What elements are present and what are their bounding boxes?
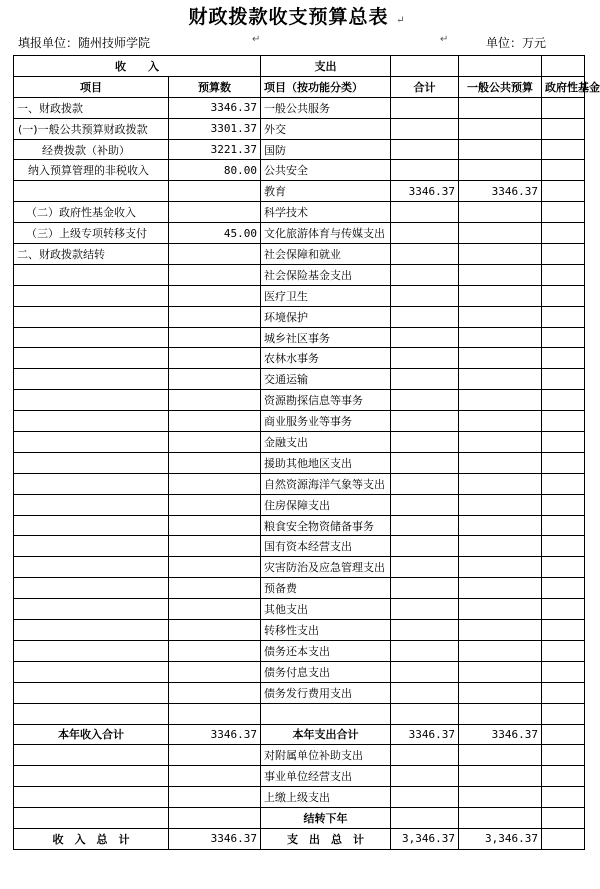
table-row	[14, 452, 585, 473]
expense-total	[391, 452, 459, 473]
expense-item: 债务付息支出	[261, 661, 391, 682]
header-blank	[391, 56, 459, 77]
income-budget	[169, 536, 261, 557]
expense-gov-fund	[542, 661, 585, 682]
expense-total: 3346.37	[391, 724, 459, 745]
expense-gov-fund	[542, 390, 585, 411]
expense-item	[261, 703, 391, 724]
income-budget	[169, 578, 261, 599]
expense-total	[391, 703, 459, 724]
expense-total: 3346.37	[391, 181, 459, 202]
expense-general-budget	[459, 202, 542, 223]
table-row	[14, 515, 585, 536]
income-budget	[169, 306, 261, 327]
table-row	[14, 682, 585, 703]
expense-gov-fund	[542, 536, 585, 557]
expense-item: 农林水事务	[261, 348, 391, 369]
expense-general-budget	[459, 432, 542, 453]
expense-gov-fund	[542, 411, 585, 432]
income-budget: 3221.37	[169, 139, 261, 160]
expense-general-budget	[459, 808, 542, 829]
table-row	[14, 118, 585, 139]
header-row-1	[14, 56, 585, 77]
expense-gov-fund	[542, 181, 585, 202]
expense-item: 对附属单位补助支出	[261, 745, 391, 766]
table-row	[14, 661, 585, 682]
income-item	[14, 390, 169, 411]
col-general-budget: 一般公共预算	[459, 76, 542, 97]
page-title: 财政拨款收支预算总表 ↵	[188, 6, 406, 28]
income-budget: 3346.37	[169, 828, 261, 849]
income-item	[14, 620, 169, 641]
income-item	[14, 640, 169, 661]
income-budget: 3346.37	[169, 724, 261, 745]
col-item: 项目	[14, 76, 169, 97]
expense-total	[391, 264, 459, 285]
income-header: 收 入	[14, 56, 261, 77]
expense-general-budget: 3346.37	[459, 724, 542, 745]
expense-gov-fund	[542, 306, 585, 327]
income-item	[14, 557, 169, 578]
income-budget	[169, 202, 261, 223]
expense-total	[391, 766, 459, 787]
income-item	[14, 432, 169, 453]
income-budget	[169, 787, 261, 808]
expense-total	[391, 306, 459, 327]
expense-general-budget	[459, 223, 542, 244]
col-gov-fund: 政府性基金	[542, 76, 585, 97]
table-row	[14, 620, 585, 641]
income-budget	[169, 390, 261, 411]
budget-table	[13, 55, 600, 850]
table-row	[14, 202, 585, 223]
expense-gov-fund	[542, 369, 585, 390]
income-item	[14, 515, 169, 536]
table-row	[14, 724, 585, 745]
income-item	[14, 703, 169, 724]
table-row	[14, 411, 585, 432]
income-budget	[169, 285, 261, 306]
table-row	[14, 640, 585, 661]
col-budget: 预算数	[169, 76, 261, 97]
paragraph-mark-icon: ↵	[252, 34, 261, 45]
expense-total	[391, 599, 459, 620]
expense-total	[391, 348, 459, 369]
table-row	[14, 390, 585, 411]
income-budget	[169, 703, 261, 724]
income-budget	[169, 682, 261, 703]
expense-general-budget	[459, 452, 542, 473]
table-row	[14, 536, 585, 557]
income-item	[14, 661, 169, 682]
expense-general-budget	[459, 599, 542, 620]
income-item	[14, 808, 169, 829]
expense-item: 转移性支出	[261, 620, 391, 641]
expense-gov-fund	[542, 828, 585, 849]
expense-gov-fund	[542, 620, 585, 641]
income-budget	[169, 452, 261, 473]
table-row	[14, 223, 585, 244]
expense-gov-fund	[542, 599, 585, 620]
income-item	[14, 787, 169, 808]
income-item: （二）政府性基金收入	[14, 202, 169, 223]
expense-gov-fund	[542, 724, 585, 745]
header-blank	[542, 56, 585, 77]
expense-item: 支 出 总 计	[261, 828, 391, 849]
expense-general-budget	[459, 703, 542, 724]
expense-item: 本年支出合计	[261, 724, 391, 745]
expense-gov-fund	[542, 348, 585, 369]
expense-item: 国有资本经营支出	[261, 536, 391, 557]
table-row	[14, 97, 585, 118]
expense-item: 债务还本支出	[261, 640, 391, 661]
expense-total	[391, 787, 459, 808]
expense-general-budget	[459, 557, 542, 578]
expense-gov-fund	[542, 139, 585, 160]
income-item	[14, 682, 169, 703]
expense-item: 文化旅游体育与传媒支出	[261, 223, 391, 244]
table-row	[14, 432, 585, 453]
expense-item: 教育	[261, 181, 391, 202]
expense-item: 城乡社区事务	[261, 327, 391, 348]
income-item	[14, 766, 169, 787]
expense-total	[391, 202, 459, 223]
expense-item: 结转下年	[261, 808, 391, 829]
income-budget	[169, 244, 261, 265]
currency-unit: 单位：万元	[486, 36, 547, 50]
expense-total	[391, 473, 459, 494]
expense-total	[391, 369, 459, 390]
expense-gov-fund	[542, 285, 585, 306]
table-row	[14, 828, 585, 849]
expense-gov-fund	[542, 745, 585, 766]
expense-total	[391, 682, 459, 703]
expense-item: 上缴上级支出	[261, 787, 391, 808]
expense-item: 资源勘探信息等事务	[261, 390, 391, 411]
income-item	[14, 411, 169, 432]
expense-general-budget	[459, 473, 542, 494]
table-row	[14, 306, 585, 327]
table-row	[14, 244, 585, 265]
expense-gov-fund	[542, 682, 585, 703]
expense-gov-fund	[542, 557, 585, 578]
expense-general-budget	[459, 787, 542, 808]
expense-item: 粮食安全物资储备事务	[261, 515, 391, 536]
expense-gov-fund	[542, 515, 585, 536]
expense-gov-fund	[542, 118, 585, 139]
income-item: 收 入 总 计	[14, 828, 169, 849]
expense-general-budget	[459, 306, 542, 327]
expense-total	[391, 640, 459, 661]
expense-general-budget: 3346.37	[459, 181, 542, 202]
income-budget	[169, 327, 261, 348]
expense-gov-fund	[542, 327, 585, 348]
expense-total	[391, 390, 459, 411]
expense-general-budget	[459, 160, 542, 181]
expense-general-budget	[459, 244, 542, 265]
income-budget	[169, 640, 261, 661]
expense-total	[391, 536, 459, 557]
income-item: 纳入预算管理的非税收入	[14, 160, 169, 181]
expense-general-budget	[459, 745, 542, 766]
expense-gov-fund	[542, 432, 585, 453]
table-row	[14, 787, 585, 808]
income-item	[14, 473, 169, 494]
expense-item: 公共安全	[261, 160, 391, 181]
expense-total	[391, 494, 459, 515]
table-row	[14, 139, 585, 160]
income-item	[14, 578, 169, 599]
expense-general-budget	[459, 285, 542, 306]
expense-general-budget	[459, 515, 542, 536]
income-budget	[169, 494, 261, 515]
expense-gov-fund	[542, 223, 585, 244]
table-row	[14, 369, 585, 390]
table-row	[14, 808, 585, 829]
expense-total	[391, 411, 459, 432]
expense-gov-fund	[542, 578, 585, 599]
expense-header: 支出	[261, 56, 391, 77]
expense-general-budget	[459, 682, 542, 703]
income-budget	[169, 181, 261, 202]
expense-gov-fund	[542, 640, 585, 661]
income-item	[14, 494, 169, 515]
expense-gov-fund	[542, 452, 585, 473]
expense-gov-fund	[542, 703, 585, 724]
income-item: (一)一般公共预算财政拨款	[14, 118, 169, 139]
expense-total	[391, 515, 459, 536]
expense-general-budget	[459, 118, 542, 139]
income-item	[14, 181, 169, 202]
expense-item: 国防	[261, 139, 391, 160]
expense-gov-fund	[542, 97, 585, 118]
header-row-2	[14, 76, 585, 97]
table-row	[14, 703, 585, 724]
expense-item: 社会保障和就业	[261, 244, 391, 265]
expense-item: 一般公共服务	[261, 97, 391, 118]
income-budget	[169, 473, 261, 494]
expense-gov-fund	[542, 494, 585, 515]
paragraph-mark-icon: ↵	[440, 34, 449, 45]
expense-item: 债务发行费用支出	[261, 682, 391, 703]
income-item	[14, 536, 169, 557]
expense-total	[391, 745, 459, 766]
expense-total	[391, 160, 459, 181]
expense-gov-fund	[542, 473, 585, 494]
expense-total	[391, 244, 459, 265]
expense-general-budget	[459, 620, 542, 641]
expense-gov-fund	[542, 160, 585, 181]
expense-general-budget	[459, 494, 542, 515]
expense-total	[391, 808, 459, 829]
table-row	[14, 599, 585, 620]
income-budget	[169, 599, 261, 620]
table-row	[14, 327, 585, 348]
table-row	[14, 160, 585, 181]
income-budget	[169, 369, 261, 390]
income-budget: 45.00	[169, 223, 261, 244]
expense-total	[391, 118, 459, 139]
income-budget: 80.00	[169, 160, 261, 181]
expense-gov-fund	[542, 202, 585, 223]
income-item	[14, 306, 169, 327]
expense-item: 住房保障支出	[261, 494, 391, 515]
income-item: 本年收入合计	[14, 724, 169, 745]
expense-general-budget	[459, 390, 542, 411]
expense-general-budget	[459, 766, 542, 787]
col-item-func: 项目（按功能分类）	[261, 76, 391, 97]
income-item	[14, 599, 169, 620]
table-row	[14, 578, 585, 599]
expense-item: 科学技术	[261, 202, 391, 223]
expense-general-budget	[459, 264, 542, 285]
expense-item: 交通运输	[261, 369, 391, 390]
expense-total	[391, 139, 459, 160]
income-budget	[169, 348, 261, 369]
table-row	[14, 473, 585, 494]
table-row	[14, 766, 585, 787]
expense-item: 事业单位经营支出	[261, 766, 391, 787]
expense-item: 外交	[261, 118, 391, 139]
income-item: 一、财政拨款	[14, 97, 169, 118]
income-budget	[169, 264, 261, 285]
expense-total	[391, 327, 459, 348]
income-budget	[169, 432, 261, 453]
table-row	[14, 181, 585, 202]
expense-general-budget: 3,346.37	[459, 828, 542, 849]
income-budget	[169, 661, 261, 682]
income-budget	[169, 766, 261, 787]
expense-total	[391, 432, 459, 453]
expense-item: 金融支出	[261, 432, 391, 453]
table-row	[14, 264, 585, 285]
expense-general-budget	[459, 97, 542, 118]
income-item: （三）上级专项转移支付	[14, 223, 169, 244]
income-item	[14, 369, 169, 390]
income-budget	[169, 620, 261, 641]
income-budget	[169, 808, 261, 829]
expense-item: 预备费	[261, 578, 391, 599]
income-budget	[169, 411, 261, 432]
table-row	[14, 557, 585, 578]
table-row	[14, 285, 585, 306]
income-item	[14, 327, 169, 348]
expense-general-budget	[459, 327, 542, 348]
expense-general-budget	[459, 411, 542, 432]
expense-general-budget	[459, 369, 542, 390]
header-blank	[459, 56, 542, 77]
expense-item: 其他支出	[261, 599, 391, 620]
col-total: 合计	[391, 76, 459, 97]
expense-item: 援助其他地区支出	[261, 452, 391, 473]
paragraph-mark-icon: ↵	[396, 15, 406, 26]
income-item	[14, 452, 169, 473]
table-row	[14, 745, 585, 766]
expense-total	[391, 661, 459, 682]
income-item: 经费拨款（补助）	[14, 139, 169, 160]
expense-general-budget	[459, 578, 542, 599]
expense-general-budget	[459, 661, 542, 682]
expense-gov-fund	[542, 244, 585, 265]
expense-general-budget	[459, 348, 542, 369]
expense-total	[391, 620, 459, 641]
expense-general-budget	[459, 536, 542, 557]
expense-item: 医疗卫生	[261, 285, 391, 306]
expense-total	[391, 285, 459, 306]
table-row	[14, 494, 585, 515]
expense-total: 3,346.37	[391, 828, 459, 849]
income-item: 二、财政拨款结转	[14, 244, 169, 265]
expense-general-budget	[459, 139, 542, 160]
income-item	[14, 745, 169, 766]
income-budget	[169, 745, 261, 766]
income-item	[14, 264, 169, 285]
income-budget: 3346.37	[169, 97, 261, 118]
income-item	[14, 285, 169, 306]
income-budget	[169, 557, 261, 578]
expense-item: 社会保险基金支出	[261, 264, 391, 285]
expense-item: 商业服务业等事务	[261, 411, 391, 432]
expense-general-budget	[459, 640, 542, 661]
reporting-unit: 填报单位：随州技师学院	[18, 36, 151, 50]
expense-total	[391, 97, 459, 118]
income-budget	[169, 515, 261, 536]
table-row	[14, 348, 585, 369]
expense-gov-fund	[542, 264, 585, 285]
expense-gov-fund	[542, 766, 585, 787]
expense-gov-fund	[542, 787, 585, 808]
income-budget: 3301.37	[169, 118, 261, 139]
expense-total	[391, 223, 459, 244]
expense-total	[391, 578, 459, 599]
expense-total	[391, 557, 459, 578]
expense-item: 自然资源海洋气象等支出	[261, 473, 391, 494]
income-item	[14, 348, 169, 369]
expense-item: 灾害防治及应急管理支出	[261, 557, 391, 578]
expense-item: 环境保护	[261, 306, 391, 327]
expense-gov-fund	[542, 808, 585, 829]
